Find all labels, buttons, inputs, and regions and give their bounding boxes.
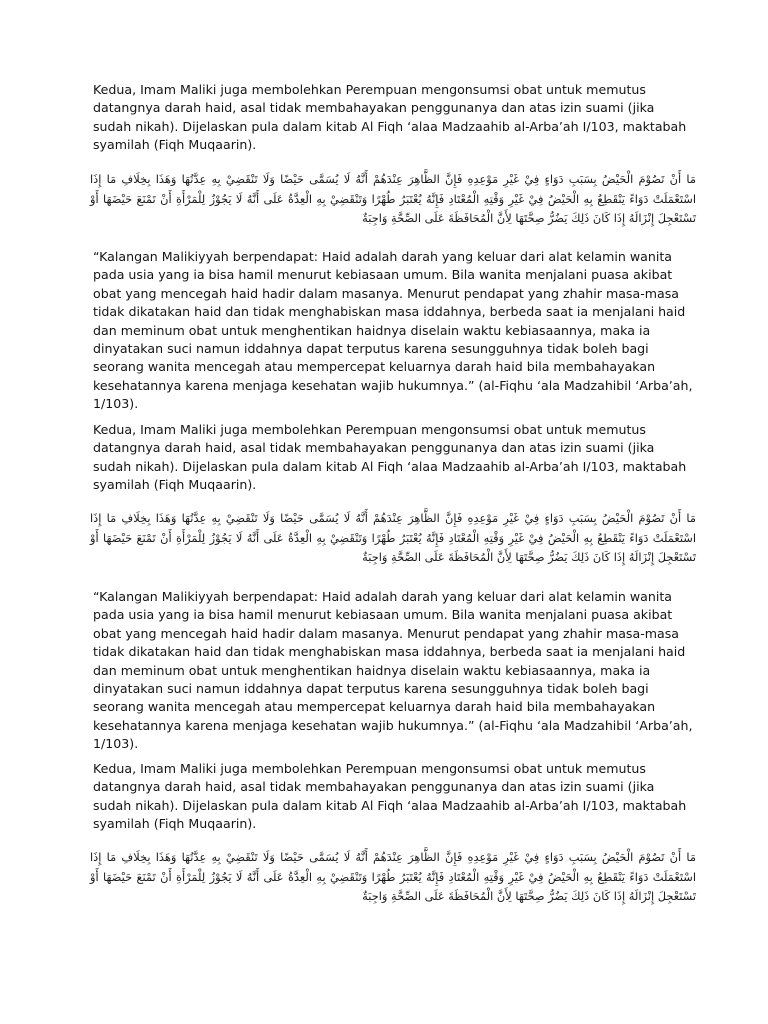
paragraph-text: Kedua, Imam Maliki juga membolehkan Perempuan mengonsumsi obat untuk memutus datangnya darah haid, asal tidak membahayakan penggunanya dan atas izin suami (jika sudah nikah). Dijelaskan pula dalam kitab Al Fiqh ‘alaa Madzaahib al-Arba’ah I/103, maktabah syamilah (Fiqh Muqaarin). bbox=[93, 761, 687, 832]
arabic-quote-2: مَا أَنْ تَصُوْمَ الْحَيْضُ بِسَبَبِ دَوَاءٍ فِيْ غَيْرِ مَوْعِدِهِ فَإِنَّ الظَّاهِرَ عِنْدَهُمْ أَنَّهُ لَا يُسَمَّى حَيْضًا وَلَا تَنْقَضِيْ بِهِ عِدَّتُهَا وَهَذَا بِخِلَافِ مَا إِذَا اسْتَعْمَلَتْ دَوَاءً يَنْقَطِعُ بِهِ الْحَيْضُ فِيْ غَيْرِ وَقْتِهِ الْمُعْتَادِ فَإِنَّهُ يُعْتَبَرُ طُهْرًا وَتَنْقَضِيْ بِهِ الْعِدَّةُ عَلَى أَنَّهُ لَا يَجُوْزُ لِلْمَرْأَةِ أَنْ تَمْنَعَ حَيْضَهَا أَوْ تَسْتَعْجِلَ إِنْزَالَهُ إِذَا كَانَ ذَلِكَ يَضُرُّ صِحَّتَهَا لِأَنَّ الْمُحَافَظَةَ عَلَى الصِّحَّةِ وَاجِبَةٌ bbox=[90, 511, 696, 565]
arabic-quote-3: مَا أَنْ تَصُوْمَ الْحَيْضُ بِسَبَبِ دَوَاءٍ فِيْ غَيْرِ مَوْعِدِهِ فَإِنَّ الظَّاهِرَ عِنْدَهُمْ أَنَّهُ لَا يُسَمَّى حَيْضًا وَلَا تَنْقَضِيْ بِهِ عِدَّتُهَا وَهَذَا بِخِلَافِ مَا إِذَا اسْتَعْمَلَتْ دَوَاءً يَنْقَطِعُ بِهِ الْحَيْضُ فِيْ غَيْرِ وَقْتِهِ الْمُعْتَادِ فَإِنَّهُ يُعْتَبَرُ طُهْرًا وَتَنْقَضِيْ بِهِ الْعِدَّةُ عَلَى أَنَّهُ لَا يَجُوْزُ لِلْمَرْأَةِ أَنْ تَمْنَعَ حَيْضَهَا أَوْ تَسْتَعْجِلَ إِنْزَالَهُ إِذَا كَانَ ذَلِكَ يَضُرُّ صِحَّتَهَا لِأَنَّ الْمُحَافَظَةَ عَلَى الصِّحَّةِ وَاجِبَةٌ bbox=[90, 850, 696, 904]
paragraph-translation-2 bbox=[93, 588, 693, 754]
paragraph-text: “Kalangan Malikiyyah berpendapat: Haid adalah darah yang keluar dari alat kelamin wanita pada usia yang ia bisa hamil menurut kebiasaan umum. Bila wanita menjalani puasa akibat obat yang mencegah haid hadir dalam masanya. Menurut pendapat yang zhahir masa-masa tidak dikatakan haid dan tidak menghabiskan masa iddahnya, berbeda saat ia menjalani haid dan meminum obat untuk menghentikan haidnya diselain waktu kebiasaannya, maka ia dinyatakan suci namun iddahnya dapat terputus karena sesungguhnya tidak boleh bagi seorang wanita mencegah atau mempercepat keluarnya darah haid bila membahayakan kesehatannya karena menjaga kesehatan wajib hukumnya.” (al-Fiqhu ‘ala Madzahibil ‘Arba’ah, 1/103). bbox=[93, 249, 693, 412]
arabic-quote-1: مَا أَنْ تَصُوْمَ الْحَيْضُ بِسَبَبِ دَوَاءٍ فِيْ غَيْرِ مَوْعِدِهِ فَإِنَّ الظَّاهِرَ عِنْدَهُمْ أَنَّهُ لَا يُسَمَّى حَيْضًا وَلَا تَنْقَضِيْ بِهِ عِدَّتُهَا وَهَذَا بِخِلَافِ مَا إِذَا اسْتَعْمَلَتْ دَوَاءً يَنْقَطِعُ بِهِ الْحَيْضُ فِيْ غَيْرِ وَقْتِهِ الْمُعْتَادِ فَإِنَّهُ يُعْتَبَرُ طُهْرًا وَتَنْقَضِيْ بِهِ الْعِدَّةُ عَلَى أَنَّهُ لَا يَجُوْزُ لِلْمَرْأَةِ أَنْ تَمْنَعَ حَيْضَهَا أَوْ تَسْتَعْجِلَ إِنْزَالَهُ إِذَا كَانَ ذَلِكَ يَضُرُّ صِحَّتَهَا لِأَنَّ الْمُحَافَظَةَ عَلَى الصِّحَّةِ وَاجِبَةٌ bbox=[90, 172, 696, 226]
paragraph-intro-1 bbox=[93, 81, 693, 155]
paragraph-intro-2 bbox=[93, 421, 693, 495]
paragraph-translation-1 bbox=[93, 248, 693, 414]
paragraph-text: Kedua, Imam Maliki juga membolehkan Perempuan mengonsumsi obat untuk memutus datangnya darah haid, asal tidak membahayakan penggunanya dan atas izin suami (jika sudah nikah). Dijelaskan pula dalam kitab Al Fiqh ‘alaa Madzaahib al-Arba’ah I/103, maktabah syamilah (Fiqh Muqaarin). bbox=[93, 82, 687, 153]
paragraph-text: Kedua, Imam Maliki juga membolehkan Perempuan mengonsumsi obat untuk memutus datangnya darah haid, asal tidak membahayakan penggunanya dan atas izin suami (jika sudah nikah). Dijelaskan pula dalam kitab Al Fiqh ‘alaa Madzaahib al-Arba’ah I/103, maktabah syamilah (Fiqh Muqaarin). bbox=[93, 422, 687, 493]
paragraph-text: “Kalangan Malikiyyah berpendapat: Haid adalah darah yang keluar dari alat kelamin wanita pada usia yang ia bisa hamil menurut kebiasaan umum. Bila wanita menjalani puasa akibat obat yang mencegah haid hadir dalam masanya. Menurut pendapat yang zhahir masa-masa tidak dikatakan haid dan tidak menghabiskan masa iddahnya, berbeda saat ia menjalani haid dan meminum obat untuk menghentikan haidnya diselain waktu kebiasaannya, maka ia dinyatakan suci namun iddahnya dapat terputus karena sesungguhnya tidak boleh bagi seorang wanita mencegah atau mempercepat keluarnya darah haid bila membahayakan kesehatannya karena menjaga kesehatan wajib hukumnya.” (al-Fiqhu ‘ala Madzahibil ‘Arba’ah, 1/103). bbox=[93, 589, 693, 752]
paragraph-intro-3 bbox=[93, 760, 693, 834]
